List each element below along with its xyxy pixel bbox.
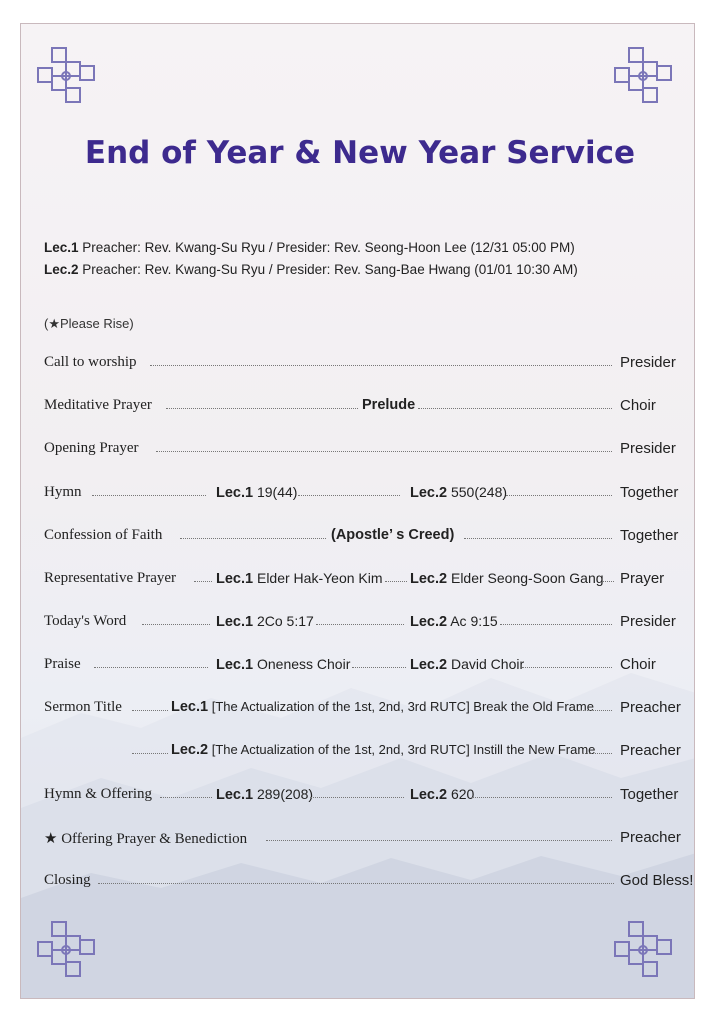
- lecture-1-value: [171, 699, 594, 715]
- order-row-meditative-prayer: [44, 397, 689, 419]
- order-role: Choir: [620, 397, 656, 414]
- leader-dots: [298, 495, 400, 496]
- leader-dots: [310, 797, 404, 798]
- lecture-tag: Lec.2: [44, 262, 79, 277]
- order-row-praise: [44, 656, 689, 678]
- lecture-tag: Lec.2: [171, 742, 209, 758]
- lecture-1-value: [216, 656, 350, 673]
- value-text: [The Actualization of the 1st, 2nd, 3rd RUTC] Instill the New Frame: [211, 742, 596, 757]
- order-row-benediction: [44, 829, 689, 851]
- value-text: [The Actualization of the 1st, 2nd, 3rd RUTC] Break the Old Frame: [211, 699, 594, 714]
- leader-dots: [316, 624, 404, 625]
- lecture-2-info: [44, 262, 578, 277]
- order-row-closing: [44, 872, 694, 894]
- lecture-tag: Lec.1: [171, 699, 209, 715]
- value-text: Ac 9:15: [450, 613, 498, 629]
- order-row-hymn: [44, 484, 689, 506]
- lecture-tag: Lec.2: [410, 787, 448, 803]
- corner-ornament-icon: [614, 46, 672, 104]
- lecture-tag: Lec.1: [216, 787, 254, 803]
- order-row-confession-of-faith: [44, 527, 689, 549]
- order-label: Hymn & Offering: [44, 786, 153, 802]
- leader-dots: [352, 667, 406, 668]
- lecture-tag: Lec.2: [410, 614, 448, 630]
- order-role: God Bless!: [620, 872, 694, 889]
- order-row-call-to-worship: [44, 354, 689, 376]
- leader-dots: [578, 710, 612, 711]
- lecture-1-value: [216, 786, 313, 803]
- leader-dots: [132, 710, 168, 711]
- order-role: Together: [620, 527, 679, 544]
- leader-dots: [582, 753, 612, 754]
- leader-dots: [150, 365, 612, 366]
- value-text: 620: [450, 786, 475, 802]
- order-label: Praise: [44, 656, 81, 672]
- lecture-1-value: [216, 570, 383, 587]
- corner-ornament-icon: [37, 46, 95, 104]
- lecture-1-value: [216, 484, 297, 501]
- order-row-sermon-title: [44, 699, 689, 721]
- lecture-2-value: [171, 742, 595, 758]
- lecture-details: Preacher: Rev. Kwang-Su Ryu / Presider: Rev. Sang-Bae Hwang (01/01 10:30 AM): [82, 262, 578, 277]
- order-role: Preacher: [620, 829, 681, 846]
- order-label: Hymn: [44, 484, 82, 500]
- order-label: Opening Prayer: [44, 440, 139, 456]
- lecture-2-value: [410, 656, 524, 673]
- corner-ornament-icon: [37, 920, 95, 978]
- leader-dots: [166, 408, 358, 409]
- lecture-tag: Lec.1: [216, 657, 254, 673]
- lecture-tag: Lec.2: [410, 571, 448, 587]
- leader-dots: [500, 624, 612, 625]
- order-role: Together: [620, 484, 679, 501]
- order-center-text: (Apostle’ s Creed): [331, 527, 455, 543]
- leader-dots: [418, 408, 612, 409]
- leader-dots: [385, 581, 407, 582]
- order-role: Prayer: [620, 570, 665, 587]
- lecture-2-value: [410, 484, 507, 501]
- lecture-2-value: [410, 613, 498, 630]
- order-role: Presider: [620, 440, 676, 457]
- leader-dots: [194, 581, 212, 582]
- value-text: Elder Hak-Yeon Kim: [256, 570, 383, 586]
- order-label: Today's Word: [44, 613, 127, 629]
- leader-dots: [94, 667, 208, 668]
- value-text: 2Co 5:17: [256, 613, 314, 629]
- order-label: Sermon Title: [44, 699, 122, 715]
- leader-dots: [506, 495, 612, 496]
- leader-dots: [602, 581, 614, 582]
- order-label: Call to worship: [44, 354, 137, 370]
- leader-dots: [472, 797, 612, 798]
- leader-dots: [180, 538, 326, 539]
- page-title: End of Year & New Year Service: [84, 135, 636, 171]
- value-text: 289(208): [256, 786, 314, 802]
- leader-dots: [160, 797, 212, 798]
- lecture-tag: Lec.1: [216, 485, 254, 501]
- leader-dots: [266, 840, 612, 841]
- lecture-tag: Lec.1: [216, 614, 254, 630]
- leader-dots: [98, 883, 614, 884]
- lecture-2-value: [410, 570, 604, 587]
- lecture-tag: Lec.1: [44, 240, 79, 255]
- lecture-tag: Lec.1: [216, 571, 254, 587]
- lecture-details: Preacher: Rev. Kwang-Su Ryu / Presider: Rev. Seong-Hoon Lee (12/31 05:00 PM): [82, 240, 575, 255]
- order-row-representative-prayer: [44, 570, 689, 592]
- order-center-text: Prelude: [362, 397, 416, 413]
- value-text: 19(44): [256, 484, 298, 500]
- order-label: ★ Offering Prayer & Benediction: [44, 831, 248, 847]
- leader-dots: [92, 495, 206, 496]
- lecture-tag: Lec.2: [410, 485, 448, 501]
- order-role: Together: [620, 786, 679, 803]
- leader-dots: [464, 538, 612, 539]
- order-row-sermon-title-2: [44, 742, 689, 764]
- leader-dots: [142, 624, 210, 625]
- order-role: Choir: [620, 656, 656, 673]
- order-label: Confession of Faith: [44, 527, 163, 543]
- leader-dots: [156, 451, 612, 452]
- order-row-hymn-offering: [44, 786, 689, 808]
- order-row-todays-word: [44, 613, 689, 635]
- order-label: Representative Prayer: [44, 570, 177, 586]
- lecture-2-value: [410, 786, 474, 803]
- value-text: David Choir: [450, 656, 525, 672]
- value-text: 550(248): [450, 484, 508, 500]
- order-role: Presider: [620, 613, 676, 630]
- lecture-1-value: [216, 613, 314, 630]
- order-label: Closing: [44, 872, 91, 888]
- leader-dots: [522, 667, 612, 668]
- lecture-1-info: [44, 240, 575, 255]
- order-role: Preacher: [620, 699, 681, 716]
- value-text: Elder Seong-Soon Gang: [450, 570, 604, 586]
- lecture-tag: Lec.2: [410, 657, 448, 673]
- order-role: Presider: [620, 354, 676, 371]
- value-text: Oneness Choir: [256, 656, 351, 672]
- order-role: Preacher: [620, 742, 681, 759]
- corner-ornament-icon: [614, 920, 672, 978]
- order-label: Meditative Prayer: [44, 397, 152, 413]
- rise-note: (★Please Rise): [44, 316, 134, 331]
- leader-dots: [132, 753, 168, 754]
- order-row-opening-prayer: [44, 440, 689, 462]
